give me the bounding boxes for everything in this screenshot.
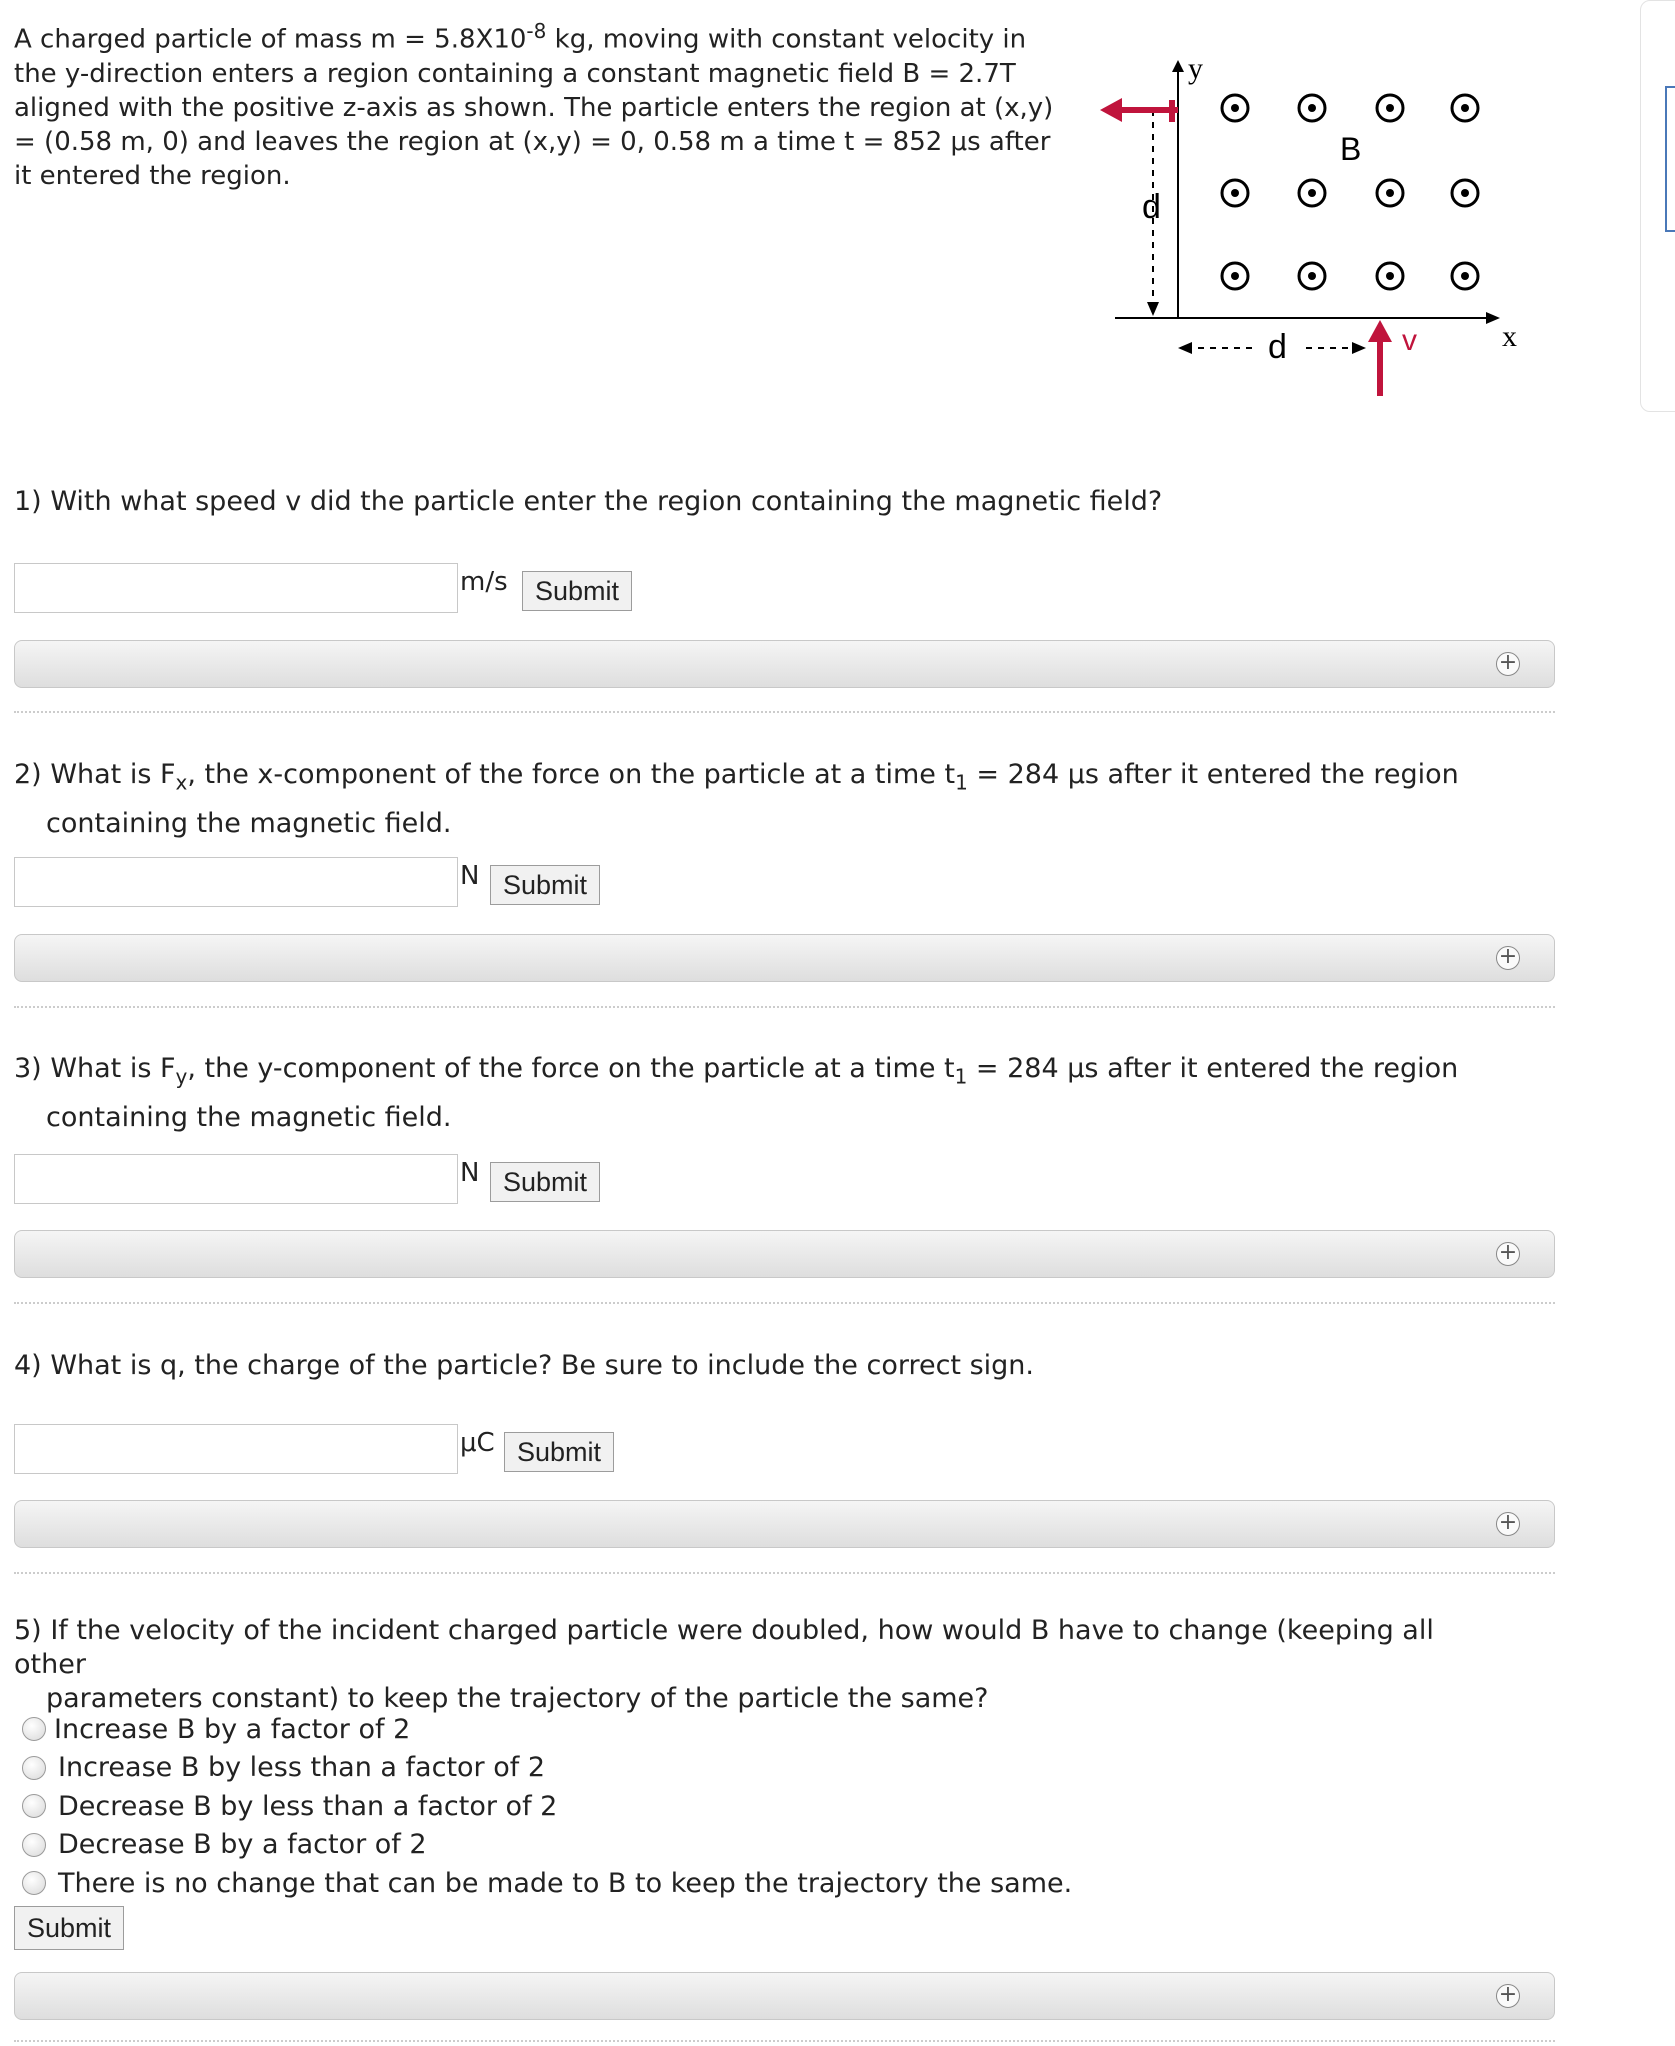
choice-label: Increase B by a factor of 2 <box>54 1713 411 1745</box>
d-horizontal-right-arrow-icon <box>1352 342 1366 354</box>
choice-label: Decrease B by less than a factor of 2 <box>58 1790 558 1822</box>
d-vertical-label: d <box>1142 188 1161 226</box>
choice-label: There is no change that can be made to B to keep the trajectory the same. <box>58 1867 1073 1899</box>
question-text-cont: containing the magnetic field. <box>46 1102 452 1134</box>
divider <box>14 1572 1555 1574</box>
entry-velocity-arrowhead-icon <box>1368 320 1392 342</box>
choice-option[interactable] <box>22 1749 1072 1788</box>
x-axis-arrow-icon <box>1486 312 1500 324</box>
submit-button-q1[interactable]: Submit <box>522 571 632 611</box>
submit-button-q2[interactable]: Submit <box>490 865 600 905</box>
unit-label: m/s <box>460 567 508 597</box>
question-text: , the x-component of the force on the particle at a time t <box>187 759 956 790</box>
question-text: = 284 μs after it entered the region <box>967 759 1459 790</box>
unit-label: N <box>460 861 480 891</box>
choice-list <box>22 1710 1072 1903</box>
question-2-answer <box>14 857 714 911</box>
question-number: 3) <box>14 1053 42 1084</box>
radio-button[interactable] <box>22 1794 46 1818</box>
subscript: 1 <box>954 1064 968 1089</box>
velocity-label: v <box>1402 324 1417 357</box>
subscript: y <box>175 1064 188 1089</box>
expand-plus-icon[interactable]: + <box>1496 652 1520 676</box>
subscript: x <box>175 770 188 795</box>
hint-bar-q1[interactable] <box>14 640 1555 688</box>
question-3-answer <box>14 1154 714 1208</box>
statement-text-cont: kg, moving with constant velocity in the y-direction enters a region containing a constant magnetic field B = 2.7T aligned with the positive z-axis as shown. The particle enters the region at (x,y) = (0.58 m, 0) and leaves the region at (x,y) = 0, 0.58 m a time t = 852 μs after it entered the region. <box>14 24 1054 191</box>
submit-button-q4[interactable]: Submit <box>504 1432 614 1472</box>
d-horizontal-left-arrow-icon <box>1178 342 1192 354</box>
question-2-title <box>14 754 1514 844</box>
y-axis-label: y <box>1188 52 1203 85</box>
question-text-cont: parameters constant) to keep the trajectory of the particle the same? <box>46 1683 989 1714</box>
hint-bar-q3[interactable] <box>14 1230 1555 1278</box>
question-text: = 284 μs after it entered the region <box>967 1053 1459 1084</box>
expand-plus-icon[interactable]: + <box>1496 946 1520 970</box>
unit-label: μC <box>460 1428 495 1458</box>
statement-text: A charged particle of mass m = 5.8X10 <box>14 24 527 55</box>
choice-option[interactable] <box>22 1864 1072 1903</box>
field-symbols <box>1222 95 1478 289</box>
radio-button[interactable] <box>22 1833 46 1857</box>
choice-option[interactable] <box>22 1826 1072 1865</box>
magnetic-field-diagram <box>1090 48 1540 408</box>
hint-bar-q2[interactable] <box>14 934 1555 982</box>
expand-plus-icon[interactable]: + <box>1496 1242 1520 1266</box>
question-number: 1) <box>14 486 42 517</box>
hint-bar-q5[interactable] <box>14 1972 1555 2020</box>
choice-option[interactable] <box>22 1710 1072 1749</box>
speed-input[interactable] <box>14 563 458 613</box>
question-text: If the velocity of the incident charged particle were doubled, how would B have to change (keeping all other <box>14 1615 1434 1680</box>
question-text: What is F <box>50 1053 176 1084</box>
question-5-title <box>14 1614 1514 1716</box>
d-horizontal-label: d <box>1268 328 1287 366</box>
question-text: What is q, the charge of the particle? Be sure to include the correct sign. <box>50 1350 1034 1381</box>
hint-bar-q4[interactable] <box>14 1500 1555 1548</box>
side-panel-box <box>1665 86 1675 232</box>
question-4-title <box>14 1345 1514 1386</box>
question-text: What is F <box>50 759 176 790</box>
divider <box>14 1006 1555 1008</box>
radio-button[interactable] <box>22 1717 46 1741</box>
question-text: With what speed v did the particle enter the region containing the magnetic field? <box>50 486 1163 517</box>
mass-exponent: -8 <box>526 19 547 43</box>
choice-label: Decrease B by a factor of 2 <box>58 1829 427 1861</box>
submit-button-q5[interactable]: Submit <box>14 1906 124 1950</box>
question-1-answer <box>14 563 714 617</box>
fx-input[interactable] <box>14 857 458 907</box>
divider <box>14 1302 1555 1304</box>
expand-plus-icon[interactable]: + <box>1496 1512 1520 1536</box>
unit-label: N <box>460 1158 480 1188</box>
question-text: , the y-component of the force on the particle at a time t <box>187 1053 955 1084</box>
question-number: 4) <box>14 1350 42 1381</box>
expand-plus-icon[interactable]: + <box>1496 1984 1520 2008</box>
question-number: 2) <box>14 759 42 790</box>
exit-velocity-arrowhead-icon <box>1100 98 1122 122</box>
question-text-cont: containing the magnetic field. <box>46 808 452 840</box>
choice-option[interactable] <box>22 1787 1072 1826</box>
question-1-title <box>14 481 1514 522</box>
x-axis-label: x <box>1502 320 1517 353</box>
divider <box>14 711 1555 713</box>
choice-label: Increase B by less than a factor of 2 <box>58 1752 546 1784</box>
y-axis-arrow-icon <box>1172 60 1184 72</box>
question-3-title <box>14 1048 1514 1138</box>
radio-button[interactable] <box>22 1871 46 1895</box>
divider <box>14 2040 1555 2042</box>
question-4-answer <box>14 1424 714 1478</box>
charge-input[interactable] <box>14 1424 458 1474</box>
field-label: B <box>1340 131 1362 167</box>
radio-button[interactable] <box>22 1756 46 1780</box>
d-vertical-arrow-icon <box>1147 302 1159 316</box>
problem-statement <box>14 14 1064 193</box>
question-number: 5) <box>14 1615 42 1646</box>
subscript: 1 <box>955 770 968 795</box>
fy-input[interactable] <box>14 1154 458 1204</box>
submit-button-q3[interactable]: Submit <box>490 1162 600 1202</box>
